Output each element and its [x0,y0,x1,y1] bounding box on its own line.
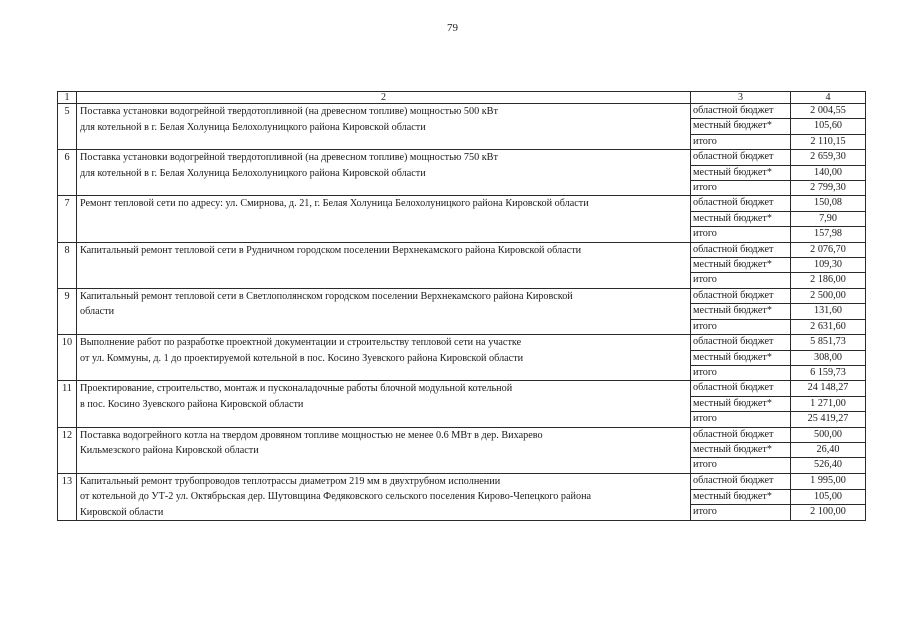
funding-amount: 1 995,00 [791,473,866,489]
funding-amount: 105,00 [791,489,866,505]
table-row [58,150,866,165]
funding-source: местный бюджет* [691,396,791,411]
description-line: Капитальный ремонт тепловой сети в Рудничном городском поселении Верхнекамского района Кировской области [80,244,582,256]
row-description [77,473,691,521]
funding-amount: 109,30 [791,258,866,273]
funding-amount: 6 159,73 [791,365,866,380]
row-number: 9 [58,288,77,334]
table-row [58,104,866,119]
funding-source: местный бюджет* [691,350,791,365]
funding-source: областной бюджет [691,104,791,119]
row-number: 13 [58,473,77,521]
funding-source: местный бюджет* [691,304,791,319]
funding-amount: 150,08 [791,196,866,211]
funding-source: местный бюджет* [691,489,791,505]
row-description [77,104,691,150]
row-number: 11 [58,381,77,427]
description-line: от котельной до УТ-2 ул. Октябрьская дер. Шутовщина Федяковского сельского поселения Кирово-Чепецкого района [80,491,592,503]
row-description [77,288,691,334]
funding-source: местный бюджет* [691,119,791,134]
description-line: Поставка установки водогрейной твердотопливной (на древесном топливе) мощностью 500 кВт [80,106,498,117]
funding-source: местный бюджет* [691,442,791,457]
funding-amount: 2 631,60 [791,319,866,334]
table-row [58,473,866,489]
table-row [58,335,866,350]
funding-source: областной бюджет [691,196,791,211]
row-number: 6 [58,150,77,196]
description-line: в пос. Косино Зуевского района Кировской области [80,398,304,410]
row-number: 8 [58,242,77,288]
funding-source: итого [691,181,791,196]
funding-source: местный бюджет* [691,165,791,180]
funding-source: областной бюджет [691,335,791,350]
funding-amount: 500,00 [791,427,866,442]
funding-amount: 2 004,55 [791,104,866,119]
description-line: от ул. Коммуны, д. 1 до проектируемой котельной в пос. Косино Зуевского района Кировской области [80,352,524,364]
funding-source: местный бюджет* [691,258,791,273]
description-line: Проектирование, строительство, монтаж и пусконаладочные работы блочной модульной котельной [80,383,513,395]
row-description [77,150,691,196]
description-line: Ремонт тепловой сети по адресу: ул. Смирнова, д. 21, г. Белая Холуница Белохолуницкого района Кировской области [80,198,589,210]
column-header-number: 1 [58,92,77,104]
funding-source: областной бюджет [691,242,791,257]
funding-source: областной бюджет [691,427,791,442]
funding-amount: 157,98 [791,227,866,242]
funding-source: итого [691,412,791,427]
row-description [77,196,691,242]
funding-source: итого [691,134,791,149]
table-row [58,242,866,257]
funding-source: областной бюджет [691,288,791,303]
row-number: 10 [58,335,77,381]
column-header-source: 3 [691,92,791,104]
funding-source: областной бюджет [691,473,791,489]
funding-table [57,91,866,521]
description-line: для котельной в г. Белая Холуница Белохолуницкого района Кировской области [80,121,426,133]
funding-amount: 25 419,27 [791,412,866,427]
description-line: Кировской области [80,506,164,518]
row-description [77,242,691,288]
description-line: области [80,306,115,318]
funding-source: итого [691,505,791,521]
funding-amount: 2 799,30 [791,181,866,196]
description-line: для котельной в г. Белая Холуница Белохолуницкого района Кировской области [80,167,426,179]
table-row [58,381,866,396]
description-line: Поставка водогрейного котла на твердом дровяном топливе мощностью не менее 0.6 МВт в дер. Вихарево [80,429,543,441]
funding-amount: 131,60 [791,304,866,319]
funding-amount: 1 271,00 [791,396,866,411]
funding-amount: 105,60 [791,119,866,134]
row-number: 5 [58,104,77,150]
funding-amount: 2 500,00 [791,288,866,303]
column-header-description: 2 [77,92,691,104]
funding-source: областной бюджет [691,150,791,165]
funding-amount: 2 110,15 [791,134,866,149]
funding-amount: 2 186,00 [791,273,866,288]
table-row [58,288,866,303]
table-header-row [58,92,866,104]
description-line: Выполнение работ по разработке проектной документации и строительству тепловой сети на участке [80,337,522,349]
funding-amount: 2 076,70 [791,242,866,257]
description-line: Капитальный ремонт трубопроводов теплотрассы диаметром 219 мм в двухтрубном исполнении [80,475,501,487]
description-line: Капитальный ремонт тепловой сети в Светлополянском городском поселении Верхнекамского района Кировской [80,290,573,302]
funding-table-body [58,92,866,521]
funding-source: областной бюджет [691,381,791,396]
description-line: Кильмезского района Кировской области [80,445,259,457]
page-number: 79 [447,22,458,34]
funding-amount: 7,90 [791,211,866,226]
funding-source: итого [691,273,791,288]
funding-amount: 526,40 [791,458,866,473]
column-header-amount: 4 [791,92,866,104]
row-description [77,335,691,381]
table-row [58,427,866,442]
row-number: 7 [58,196,77,242]
funding-amount: 5 851,73 [791,335,866,350]
row-description [77,427,691,473]
funding-amount: 26,40 [791,442,866,457]
funding-source: итого [691,319,791,334]
funding-source: местный бюджет* [691,211,791,226]
row-number: 12 [58,427,77,473]
row-description [77,381,691,427]
funding-amount: 24 148,27 [791,381,866,396]
funding-amount: 140,00 [791,165,866,180]
funding-source: итого [691,227,791,242]
funding-source: итого [691,365,791,380]
funding-amount: 2 100,00 [791,505,866,521]
description-line: Поставка установки водогрейной твердотопливной (на древесном топливе) мощностью 750 кВт [80,152,498,164]
funding-amount: 2 659,30 [791,150,866,165]
funding-source: итого [691,458,791,473]
funding-amount: 308,00 [791,350,866,365]
table-row [58,196,866,211]
